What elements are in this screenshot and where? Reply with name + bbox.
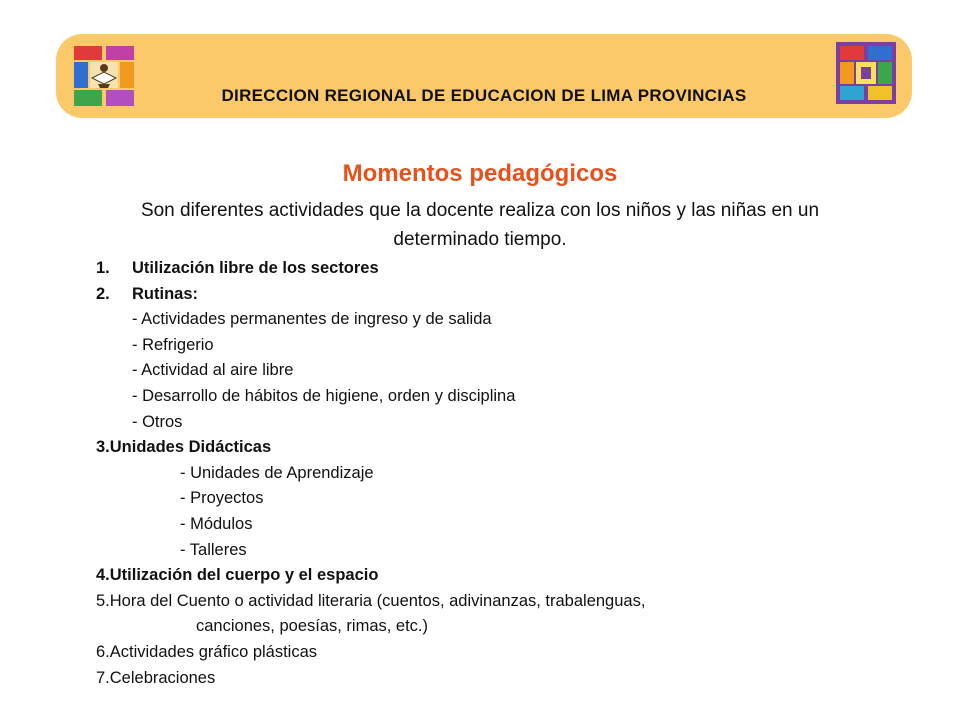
activity-list <box>96 256 916 691</box>
sub-list-item: - Actividad al aire libre <box>132 361 294 380</box>
sub-list-item: - Unidades de Aprendizaje <box>180 463 374 482</box>
sub-list-item: - Proyectos <box>180 489 264 508</box>
list-item: 5.Hora del Cuento o actividad literaria (cuentos, adivinanzas, trabalenguas, <box>96 591 646 610</box>
header-banner <box>56 34 912 118</box>
list-item: 7.Celebraciones <box>96 668 216 687</box>
sub-list-item: - Desarrollo de hábitos de higiene, orden y disciplina <box>132 386 516 405</box>
header-title: DIRECCION REGIONAL DE EDUCACION DE LIMA PROVINCIAS <box>221 86 747 105</box>
list-item: 3.Unidades Didácticas <box>96 438 272 457</box>
list-item: 4.Utilización del cuerpo y el espacio <box>96 566 379 585</box>
sub-list-item: - Módulos <box>180 514 253 533</box>
page-subtitle: Son diferentes actividades que la docente realiza con los niños y las niñas en un determinado tiempo. <box>140 200 820 250</box>
list-item-number: 1. <box>96 259 110 277</box>
maze-emblem-icon <box>834 40 898 106</box>
list-item-continuation: canciones, poesías, rimas, etc.) <box>196 617 429 636</box>
sub-list-item: - Refrigerio <box>132 335 214 354</box>
list-item-label: Utilización libre de los sectores <box>132 259 379 277</box>
sub-list-item: - Otros <box>132 412 183 431</box>
list-item-number: 2. <box>96 284 110 303</box>
list-item: 6.Actividades gráfico plásticas <box>96 642 318 661</box>
sub-list-item: - Actividades permanentes de ingreso y de salida <box>132 310 492 329</box>
list-item-label: Rutinas: <box>132 284 198 303</box>
sub-list-item: - Talleres <box>180 540 247 559</box>
list-item <box>96 282 916 308</box>
page-title: Momentos pedagógicos <box>342 160 618 187</box>
list-item <box>96 256 916 282</box>
